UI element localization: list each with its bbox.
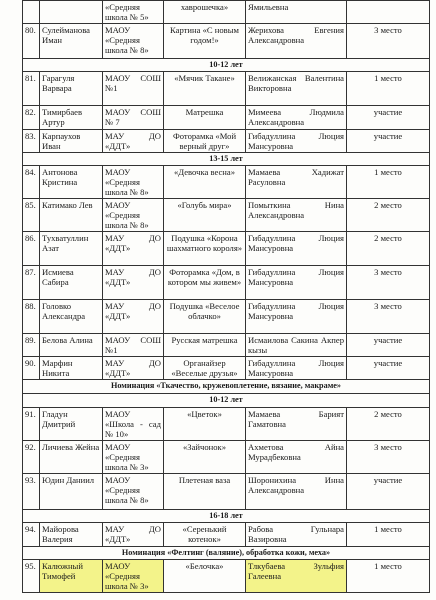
participant-name: [40, 1, 103, 24]
section-header: 16-18 лет: [23, 510, 430, 523]
row-number: 93.: [23, 474, 40, 510]
teacher-name: Мимеева Людмила Александровна: [246, 106, 347, 130]
row-number: 83.: [23, 130, 40, 153]
row-number: 92.: [23, 441, 40, 474]
work-title: Подушка «Корона шахматного короля»: [164, 232, 246, 266]
teacher-name: Гибадуллина Люция Мансуровна: [246, 300, 347, 334]
results-table: [22, 0, 430, 593]
work-title: Фоторамка «Дом, в котором мы живем»: [164, 266, 246, 300]
section-header: 10-12 лет: [23, 59, 430, 72]
award: 2 место: [347, 408, 430, 441]
teacher-name: Рабова Гульнара Вазировна: [246, 523, 347, 547]
work-title: Плетеная ваза: [164, 474, 246, 510]
row-number: 84.: [23, 166, 40, 199]
work-title: Фоторамка «Мой верный друг»: [164, 130, 246, 153]
work-title: хаврошечка»: [164, 1, 246, 24]
table-row: [23, 523, 430, 547]
participant-name: Тухватуллин Азат: [40, 232, 103, 266]
participant-name: Гарагуля Варвара: [40, 72, 103, 106]
work-title: «Зайчонок»: [164, 441, 246, 474]
work-title: «Серенький котенок»: [164, 523, 246, 547]
section-header: Номинация «Ткачество, кружевоплетение, вязание, макраме»: [23, 380, 430, 394]
organization: МАОУ «Средняя школа № 8»: [103, 24, 164, 59]
table-row: [23, 199, 430, 232]
award: участие: [347, 474, 430, 510]
work-title: Русская матрешка: [164, 334, 246, 357]
work-title: «Голубь мира»: [164, 199, 246, 232]
participant-name: Юдин Даниил: [40, 474, 103, 510]
award: 1 место: [347, 560, 430, 593]
award: 3 место: [347, 441, 430, 474]
table-row: [23, 266, 430, 300]
row-number: 80.: [23, 24, 40, 59]
participant-name: Карпаухов Иван: [40, 130, 103, 153]
section-header-row: [23, 510, 430, 523]
award: 1 место: [347, 523, 430, 547]
participant-name: Марфин Никита: [40, 357, 103, 380]
teacher-name: Мамаева Барият Гаматовна: [246, 408, 347, 441]
teacher-name: Шоронихина Инна Александровна: [246, 474, 347, 510]
row-number: 90.: [23, 357, 40, 380]
organization: МАОУ СОШ № 7: [103, 106, 164, 130]
participant-name: Антонова Кристина: [40, 166, 103, 199]
award: 1 место: [347, 72, 430, 106]
table-row: [23, 357, 430, 380]
organization: «Средняя школа № 5»: [103, 1, 164, 24]
row-number: 81.: [23, 72, 40, 106]
organization: МАОУ «Средняя школа № 3»: [103, 560, 164, 593]
organization: МАУ ДО «ДДТ»: [103, 130, 164, 153]
row-number: 82.: [23, 106, 40, 130]
row-number: 95.: [23, 560, 40, 593]
award: участие: [347, 357, 430, 380]
teacher-name: Исмаилова Сакина Акпер кызы: [246, 334, 347, 357]
organization: МАУ ДО «ДДТ»: [103, 300, 164, 334]
work-title: Органайзер «Веселые друзья»: [164, 357, 246, 380]
section-header: 13-15 лет: [23, 153, 430, 166]
section-header-row: [23, 59, 430, 72]
teacher-name: Ахметова Айна Мурадбековна: [246, 441, 347, 474]
work-title: Подушка «Веселое облачко»: [164, 300, 246, 334]
table-row: [23, 130, 430, 153]
row-number: 88.: [23, 300, 40, 334]
table-row: [23, 166, 430, 199]
teacher-name: Гибадуллина Люция Мансуровна: [246, 266, 347, 300]
award: 2 место: [347, 199, 430, 232]
row-number: 91.: [23, 408, 40, 441]
participant-name: Сулейманова Иман: [40, 24, 103, 59]
teacher-name: Мамаева Хадижат Расуловна: [246, 166, 347, 199]
table-row: [23, 232, 430, 266]
award: 3 место: [347, 266, 430, 300]
teacher-name: Велижанская Валентина Викторовна: [246, 72, 347, 106]
section-header-row: [23, 547, 430, 560]
award: 3 место: [347, 24, 430, 59]
row-number: [23, 1, 40, 24]
work-title: «Цветок»: [164, 408, 246, 441]
organization: МАОУ «Средняя школа № 3»: [103, 441, 164, 474]
participant-name: Личиева Жейна: [40, 441, 103, 474]
teacher-name: Тлкубаева Зульфия Галеевна: [246, 560, 347, 593]
row-number: 87.: [23, 266, 40, 300]
participant-name: Тимирбаев Артур: [40, 106, 103, 130]
teacher-name: Ямильевна: [246, 1, 347, 24]
participant-name: Исмиева Сабира: [40, 266, 103, 300]
award: 1 место: [347, 166, 430, 199]
work-title: «Белочка»: [164, 560, 246, 593]
award: 3 место: [347, 300, 430, 334]
award: участие: [347, 334, 430, 357]
table-row: [23, 334, 430, 357]
row-number: 86.: [23, 232, 40, 266]
row-number: 89.: [23, 334, 40, 357]
work-title: «Мячик Такане»: [164, 72, 246, 106]
row-number: 94.: [23, 523, 40, 547]
organization: МАОУ «Средняя школа № 8»: [103, 166, 164, 199]
participant-name: Гладун Дмитрий: [40, 408, 103, 441]
teacher-name: Гибадуллина Люция Мансуровна: [246, 130, 347, 153]
participant-name: Головко Александра: [40, 300, 103, 334]
organization: МАОУ «Школа - сад № 10»: [103, 408, 164, 441]
table-row: [23, 1, 430, 24]
organization: МАОУ СОШ №1: [103, 72, 164, 106]
table-row: [23, 300, 430, 334]
work-title: Матрешка: [164, 106, 246, 130]
section-header: Номинация «Фелтинг (валяние), обработка кожи, меха»: [23, 547, 430, 560]
award: [347, 1, 430, 24]
work-title: «Девочка весна»: [164, 166, 246, 199]
participant-name: Катимако Лев: [40, 199, 103, 232]
table-row: [23, 24, 430, 59]
table-row: [23, 408, 430, 441]
table-row: [23, 441, 430, 474]
organization: МАОУ «Средняя школа № 8»: [103, 474, 164, 510]
award: участие: [347, 106, 430, 130]
table-row: [23, 106, 430, 130]
row-number: 85.: [23, 199, 40, 232]
organization: МАУ ДО «ДДТ»: [103, 523, 164, 547]
award: 2 место: [347, 232, 430, 266]
participant-name: Калюжный Тимофей: [40, 560, 103, 593]
teacher-name: Жерихова Евгения Александровна: [246, 24, 347, 59]
teacher-name: Гибадуллина Люция Мансуровна: [246, 357, 347, 380]
results-table-body: [23, 1, 430, 593]
table-row: [23, 474, 430, 510]
section-header-row: [23, 153, 430, 166]
organization: МАУ ДО «ДДТ»: [103, 232, 164, 266]
table-row: [23, 72, 430, 106]
section-header: 10-12 лет: [23, 394, 430, 408]
participant-name: Белова Алина: [40, 334, 103, 357]
section-header-row: [23, 394, 430, 408]
table-row: [23, 560, 430, 593]
participant-name: Майорова Валерия: [40, 523, 103, 547]
organization: МАОУ СОШ №1: [103, 334, 164, 357]
organization: МАУ ДО «ДДТ»: [103, 266, 164, 300]
work-title: Картина «С новым годом!»: [164, 24, 246, 59]
organization: МАУ ДО «ДДТ»: [103, 357, 164, 380]
award: участие: [347, 130, 430, 153]
organization: МАОУ «Средняя школа № 8»: [103, 199, 164, 232]
section-header-row: [23, 380, 430, 394]
teacher-name: Гибадуллина Люция Мансуровна: [246, 232, 347, 266]
teacher-name: Помыткина Нина Александровна: [246, 199, 347, 232]
